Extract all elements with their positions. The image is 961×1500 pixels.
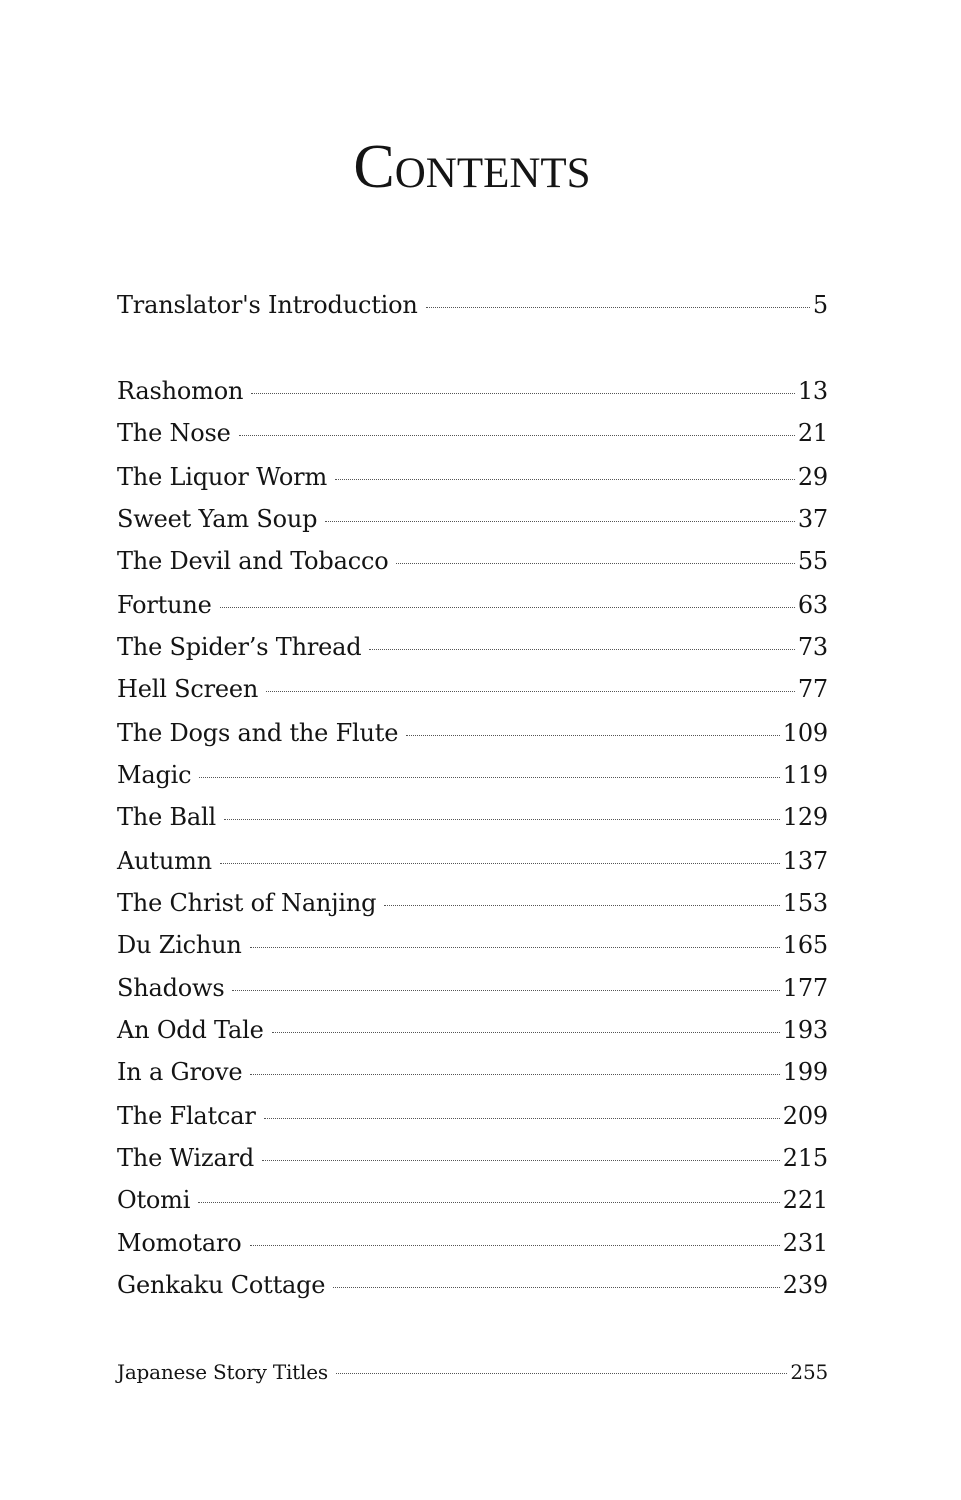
- dot-leader: [396, 563, 794, 564]
- dot-leader: [220, 863, 780, 864]
- toc-entry-title: The Wizard: [117, 1144, 255, 1172]
- toc-entry[interactable]: [117, 928, 828, 962]
- toc-entry-title: Fortune: [117, 591, 212, 619]
- toc-entry-title: The Liquor Worm: [117, 463, 328, 491]
- dot-leader: [264, 1118, 780, 1119]
- toc-entry-page: 209: [782, 1102, 828, 1130]
- toc-entry-title: The Devil and Tobacco: [117, 547, 389, 575]
- toc-entry-page: 177: [782, 974, 828, 1002]
- toc-entry[interactable]: [117, 886, 828, 920]
- dot-leader: [262, 1160, 780, 1161]
- toc-entry[interactable]: [117, 844, 828, 878]
- page-title: Contents: [353, 133, 591, 201]
- dot-leader: [333, 1287, 779, 1288]
- toc-entry-page: 199: [782, 1058, 828, 1086]
- toc-entry-title: The Spider’s Thread: [117, 633, 362, 661]
- toc-entry[interactable]: [117, 1268, 828, 1302]
- toc-entry[interactable]: [117, 416, 828, 450]
- dot-leader: [426, 307, 810, 308]
- toc-entry-page: 63: [797, 591, 828, 619]
- toc-entry-page: 73: [797, 633, 828, 661]
- toc-entry-title: Otomi: [117, 1186, 191, 1214]
- toc-entry-page: 29: [797, 463, 828, 491]
- toc-entry-page: 153: [782, 889, 828, 917]
- toc-entry-page: 13: [797, 377, 828, 405]
- toc-entry-page: 255: [790, 1360, 828, 1384]
- toc-entry-title: The Flatcar: [117, 1102, 256, 1130]
- dot-leader: [232, 990, 779, 991]
- toc-entry[interactable]: [117, 672, 828, 706]
- toc-entry[interactable]: [117, 374, 828, 408]
- toc-entry-translators-introduction[interactable]: [117, 288, 828, 322]
- toc-entry-title: Shadows: [117, 974, 225, 1002]
- toc-entry[interactable]: [117, 1099, 828, 1133]
- dot-leader: [250, 1074, 779, 1075]
- dot-leader: [272, 1032, 780, 1033]
- toc-entry-page: 21: [797, 419, 828, 447]
- toc-entry-title: Du Zichun: [117, 931, 242, 959]
- toc-entry-title: Hell Screen: [117, 675, 259, 703]
- toc-entry-page: 119: [782, 761, 828, 789]
- toc-entry-page: 193: [782, 1016, 828, 1044]
- toc-entry-page: 109: [782, 719, 828, 747]
- toc-entry-page: 37: [797, 505, 828, 533]
- toc-entry[interactable]: [117, 544, 828, 578]
- dot-leader: [336, 1373, 788, 1374]
- toc-entry-page: 165: [782, 931, 828, 959]
- toc-entry-title: The Christ of Nanjing: [117, 889, 377, 917]
- toc-entry-page: 77: [797, 675, 828, 703]
- dot-leader: [266, 691, 795, 692]
- toc-entry[interactable]: [117, 1141, 828, 1175]
- toc-entry-title: Translator's Introduction: [117, 291, 418, 319]
- toc-entry-title: Autumn: [117, 847, 212, 875]
- toc-entry-title: In a Grove: [117, 1058, 243, 1086]
- dot-leader: [239, 435, 795, 436]
- toc-entry-title: Momotaro: [117, 1229, 242, 1257]
- dot-leader: [384, 905, 779, 906]
- dot-leader: [325, 521, 795, 522]
- toc-entry[interactable]: [117, 502, 828, 536]
- dot-leader: [335, 479, 795, 480]
- toc-entry[interactable]: [117, 588, 828, 622]
- toc-entry-title: The Ball: [117, 803, 216, 831]
- toc-entry[interactable]: [117, 630, 828, 664]
- toc-entry-page: 221: [782, 1186, 828, 1214]
- toc-entry[interactable]: [117, 460, 828, 494]
- dot-leader: [198, 1202, 780, 1203]
- toc-entry-title: Magic: [117, 761, 192, 789]
- toc-entry[interactable]: [117, 716, 828, 750]
- dot-leader: [251, 393, 795, 394]
- toc-entry-page: 55: [797, 547, 828, 575]
- dot-leader: [224, 819, 780, 820]
- toc-entry-title: Japanese Story Titles: [117, 1360, 328, 1384]
- toc-entry-japanese-story-titles[interactable]: [117, 1355, 828, 1389]
- toc-entry[interactable]: [117, 1013, 828, 1047]
- toc-entry[interactable]: [117, 1055, 828, 1089]
- dot-leader: [199, 777, 779, 778]
- toc-entry[interactable]: [117, 758, 828, 792]
- toc-entry[interactable]: [117, 1183, 828, 1217]
- toc-entry-page: 5: [812, 291, 828, 319]
- toc-entry-page: 129: [782, 803, 828, 831]
- dot-leader: [250, 947, 780, 948]
- toc-entry-title: Genkaku Cottage: [117, 1271, 326, 1299]
- toc-entry[interactable]: [117, 971, 828, 1005]
- toc-entry-page: 231: [782, 1229, 828, 1257]
- dot-leader: [369, 649, 794, 650]
- toc-entry-title: Sweet Yam Soup: [117, 505, 318, 533]
- toc-entry[interactable]: [117, 800, 828, 834]
- dot-leader: [220, 607, 795, 608]
- toc-entry-title: The Dogs and the Flute: [117, 719, 399, 747]
- toc-entry-title: The Nose: [117, 419, 231, 447]
- toc-entry-page: 239: [782, 1271, 828, 1299]
- toc-entry[interactable]: [117, 1226, 828, 1260]
- dot-leader: [406, 735, 780, 736]
- dot-leader: [250, 1245, 780, 1246]
- toc-entry-title: An Odd Tale: [117, 1016, 264, 1044]
- toc-entry-page: 215: [782, 1144, 828, 1172]
- toc-entry-page: 137: [782, 847, 828, 875]
- toc-entry-title: Rashomon: [117, 377, 244, 405]
